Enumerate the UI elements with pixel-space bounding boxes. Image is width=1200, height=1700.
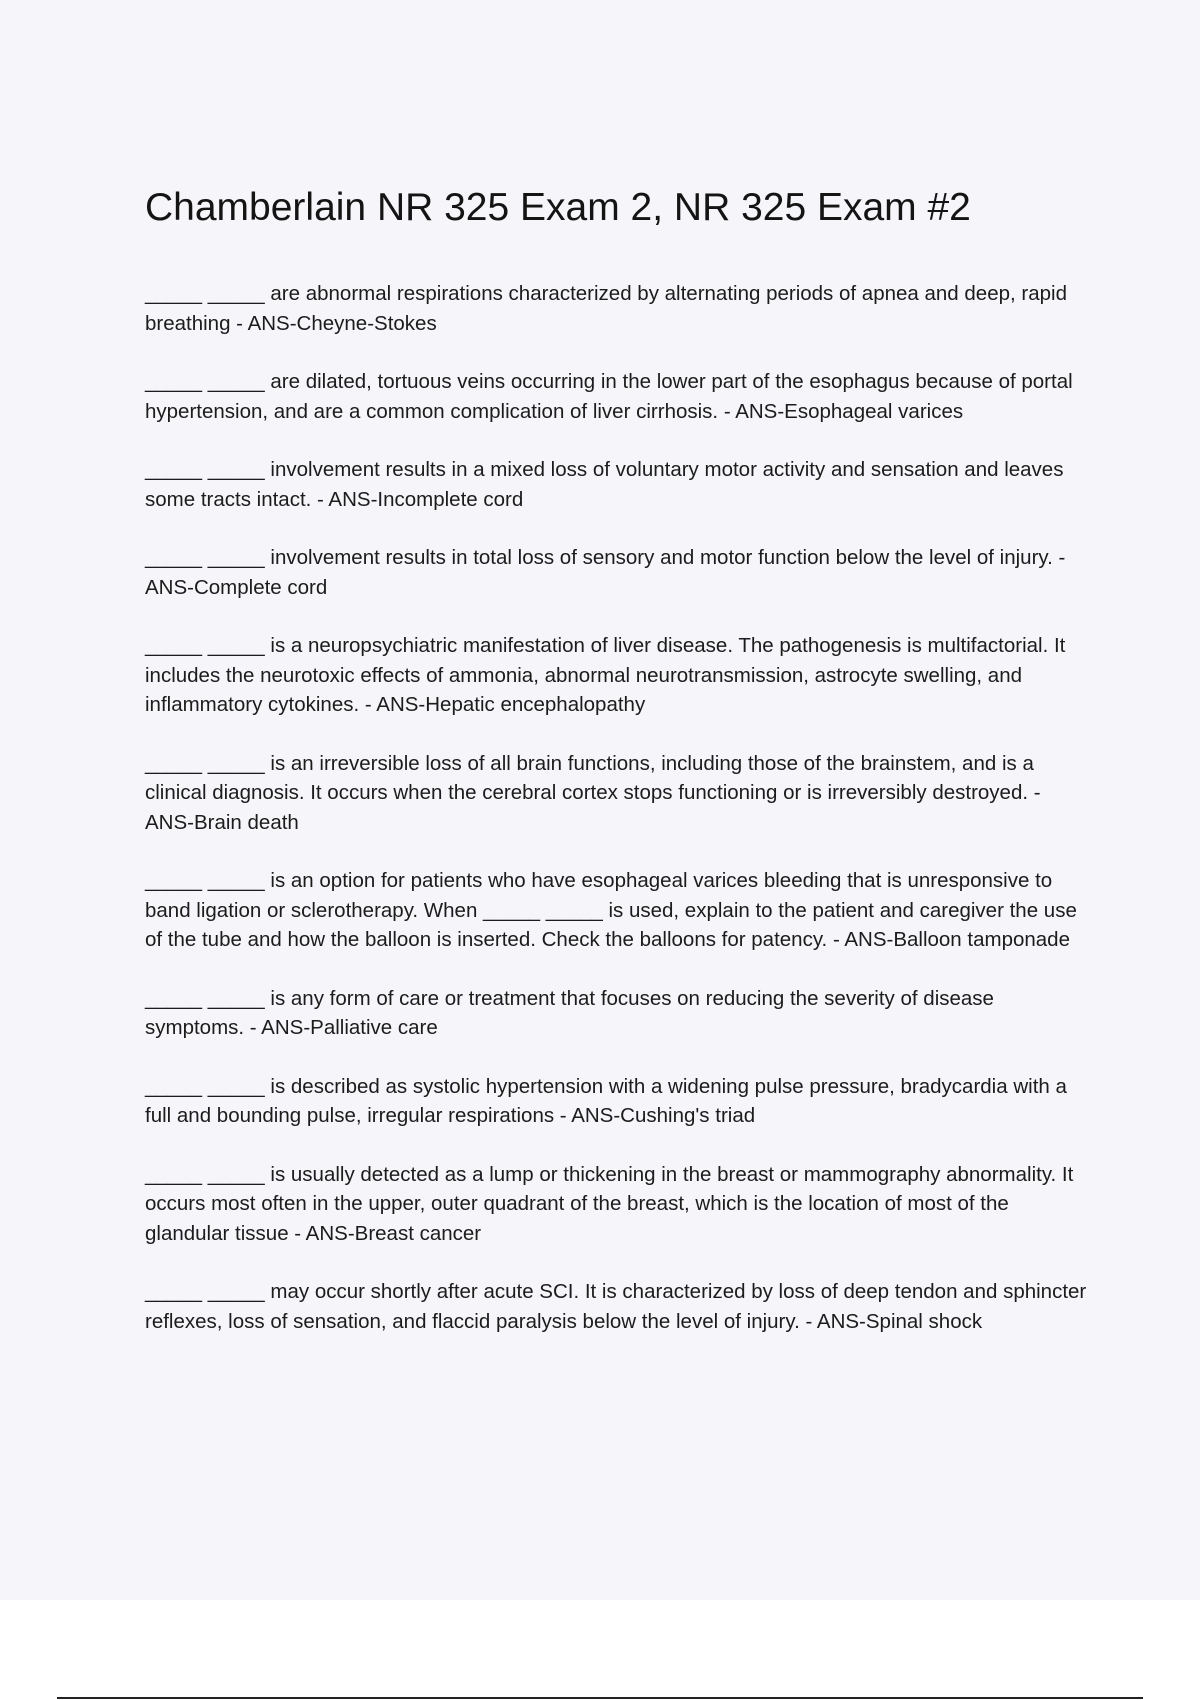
question-item: _____ _____ is a neuropsychiatric manifestation of liver disease. The pathogenesis is multifactorial. It includes the neurotoxic effects of ammonia, abnormal neurotransmission, astrocyte swelling, and inflammatory cytokines. - ANS-Hepatic encephalopathy xyxy=(145,634,1066,716)
question-item: _____ _____ involvement results in a mixed loss of voluntary motor activity and sensation and leaves some tracts intact. - ANS-Incomplete cord xyxy=(145,458,1064,511)
question-item: _____ _____ involvement results in total loss of sensory and motor function below the level of injury. - ANS-Complete cord xyxy=(145,546,1066,599)
footer-divider xyxy=(57,1697,1143,1699)
question-list xyxy=(145,279,1090,1365)
question-item: _____ _____ are dilated, tortuous veins occurring in the lower part of the esophagus because of portal hypertension, and are a common complication of liver cirrhosis. - ANS-Esophageal varices xyxy=(145,370,1073,423)
question-item: _____ _____ is usually detected as a lump or thickening in the breast or mammography abnormality. It occurs most often in the upper, outer quadrant of the breast, which is the location of most of the glandular tissue - ANS-Breast cancer xyxy=(145,1162,1074,1245)
question-item: _____ _____ is an irreversible loss of all brain functions, including those of the brainstem, and is a clinical diagnosis. It occurs when the cerebral cortex stops functioning or is irreversibly destroyed. - ANS-Brain death xyxy=(145,751,1041,834)
question-item: _____ _____ may occur shortly after acute SCI. It is characterized by loss of deep tendon and sphincter reflexes, loss of sensation, and flaccid paralysis below the level of injury. - ANS-Spinal shock xyxy=(145,1280,1087,1333)
question-item: _____ _____ is an option for patients who have esophageal varices bleeding that is unresponsive to band ligation or sclerotherapy. When _____ _____ is used, explain to the patient and caregiver the use of the tube and how the balloon is inserted. Check the balloons for patency. - ANS-Balloon tamponade xyxy=(145,869,1077,951)
document-title: Chamberlain NR 325 Exam 2, NR 325 Exam #2 xyxy=(145,186,971,229)
question-item: _____ _____ is any form of care or treatment that focuses on reducing the severity of disease symptoms. - ANS-Palliative care xyxy=(145,986,994,1039)
question-item: _____ _____ is described as systolic hypertension with a widening pulse pressure, bradycardia with a full and bounding pulse, irregular respirations - ANS-Cushing's triad xyxy=(145,1074,1067,1127)
question-item: _____ _____ are abnormal respirations characterized by alternating periods of apnea and deep, rapid breathing - ANS-Cheyne-Stokes xyxy=(145,282,1067,335)
